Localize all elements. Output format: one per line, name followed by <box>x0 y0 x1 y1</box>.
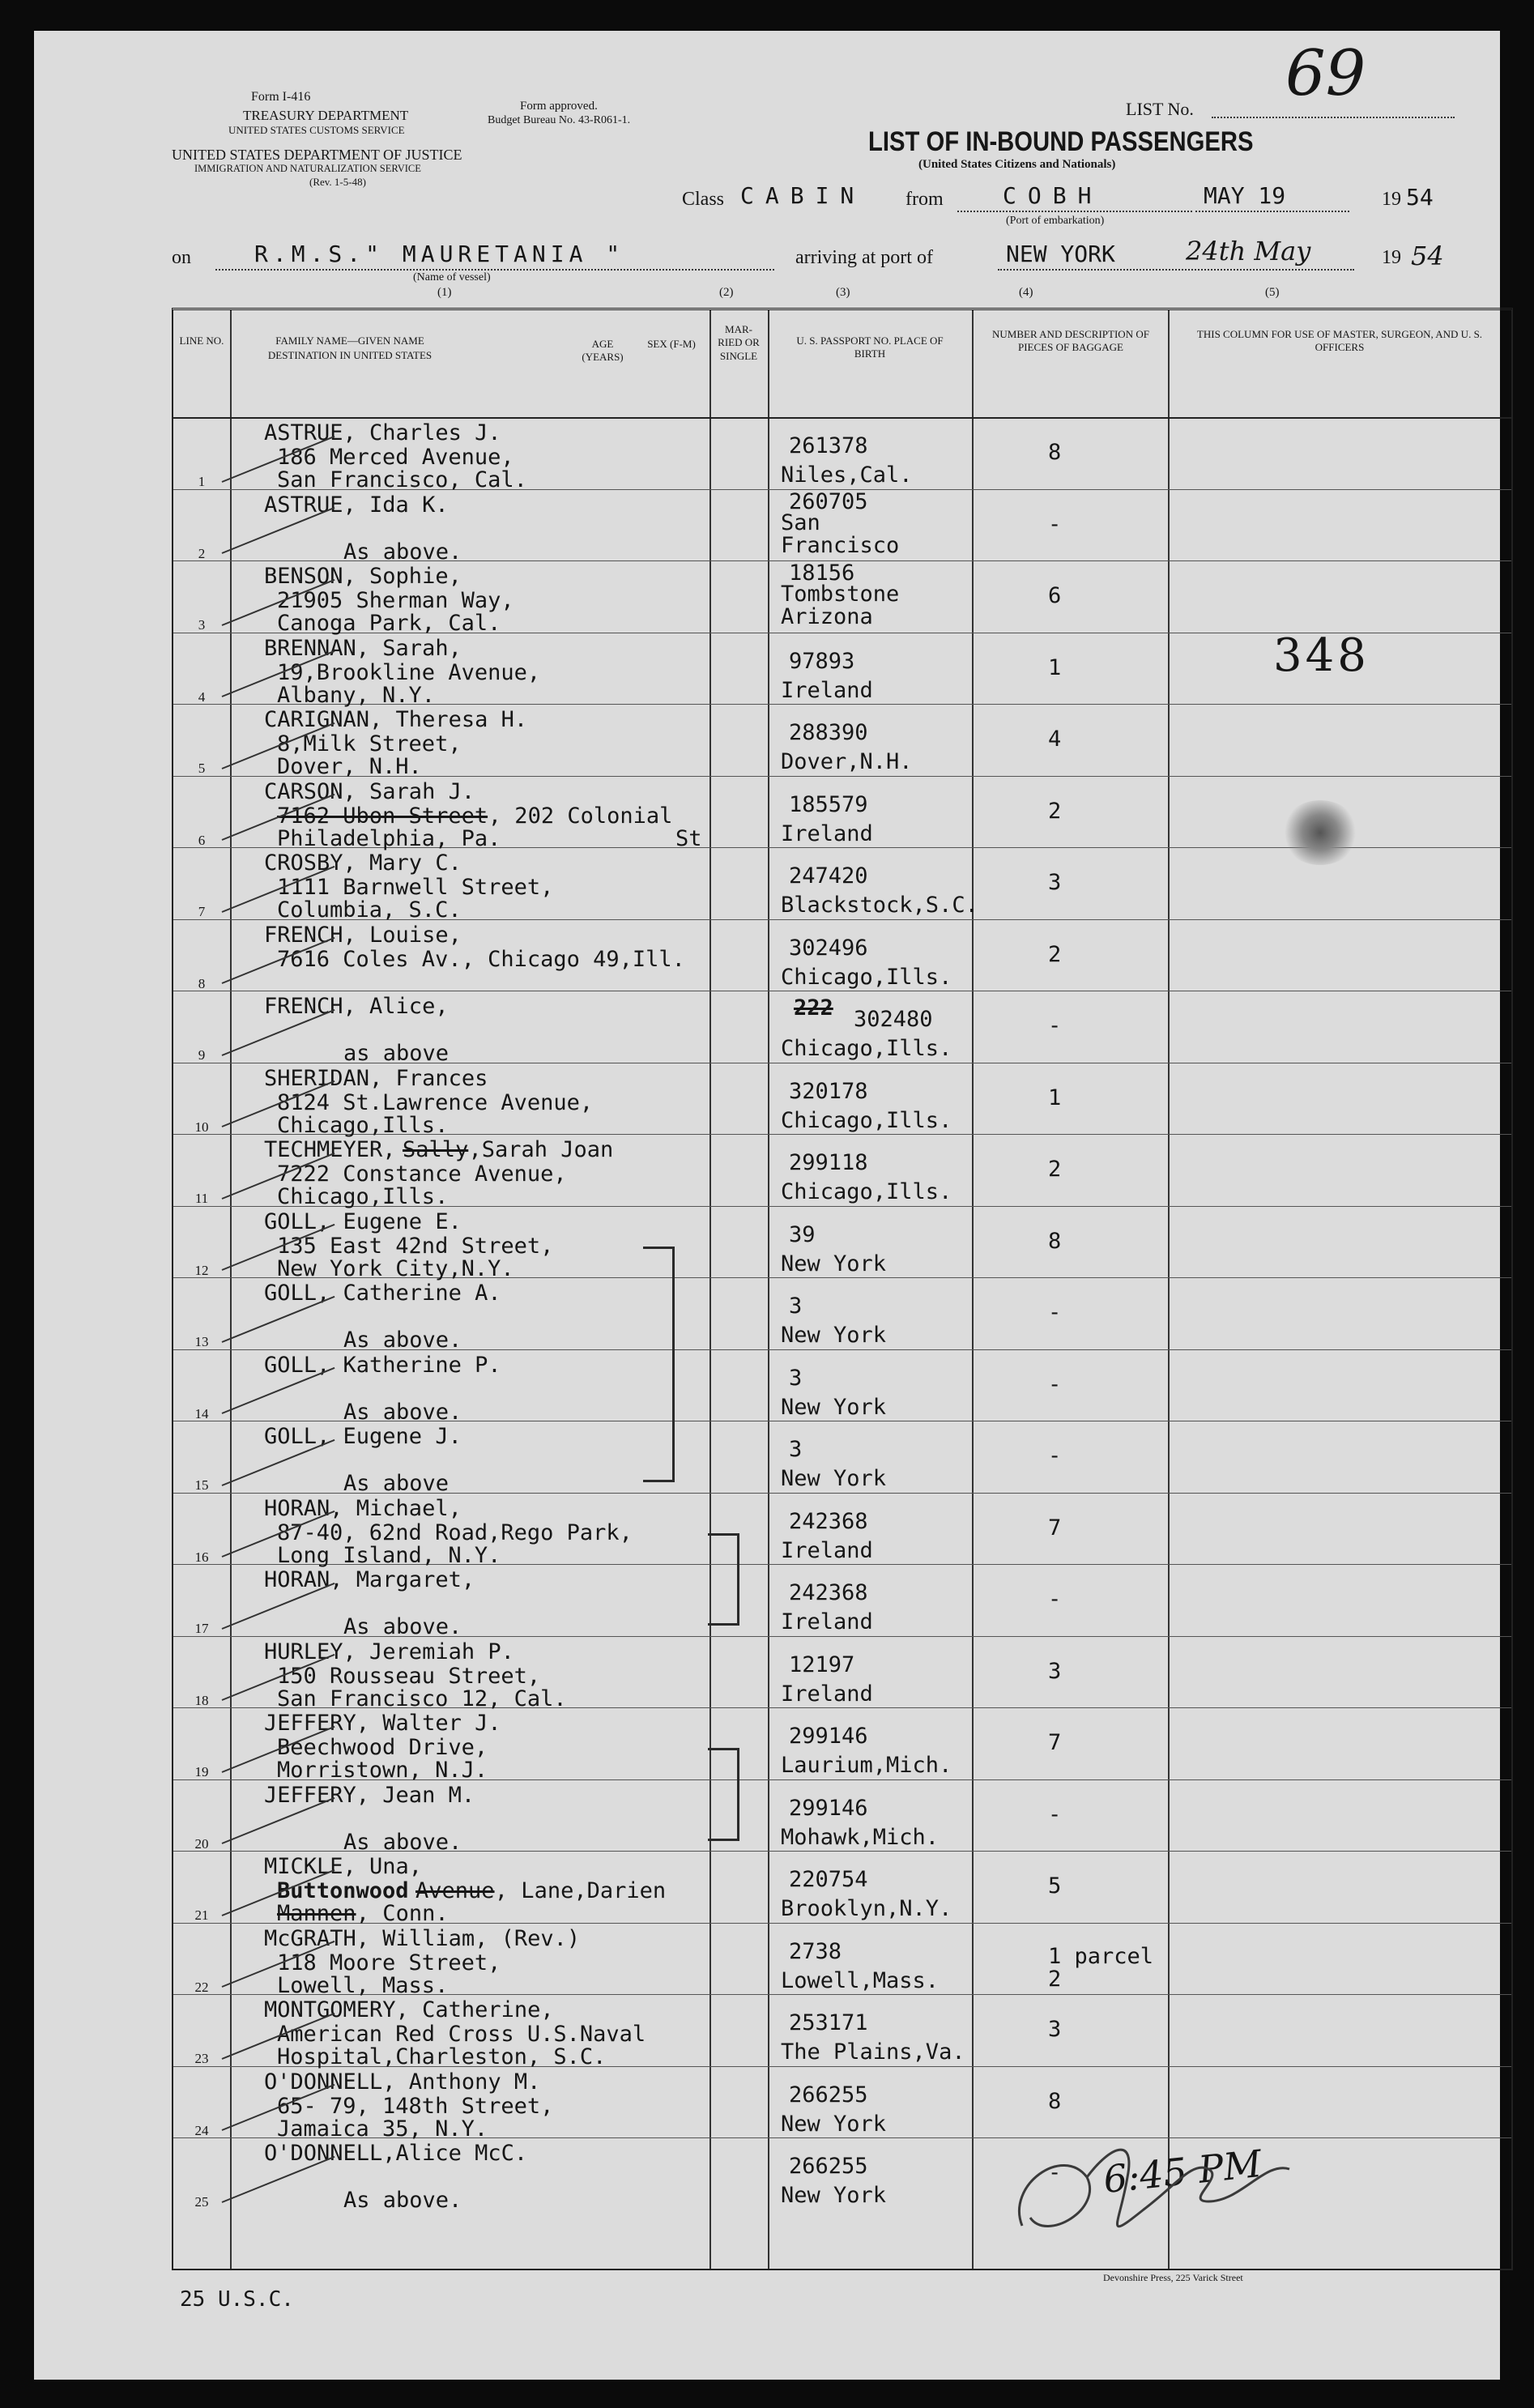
passport-number: 299146 <box>789 1724 868 1749</box>
baggage-count: 7 <box>1048 1730 1062 1755</box>
struck-text: 7162 Ubon Street <box>277 803 488 829</box>
header-family-name: FAMILY NAME—GIVEN NAME <box>275 335 424 347</box>
baggage-count: 4 <box>1048 727 1062 752</box>
year-prefix: 19 <box>1382 189 1401 210</box>
line-number: 12 <box>194 1262 209 1278</box>
baggage-count: - <box>1048 1587 1062 1612</box>
baggage-count: 8 <box>1048 1228 1062 1254</box>
passport-number: 320178 <box>789 1078 868 1104</box>
header-baggage: NUMBER AND DESCRIPTION OF PIECES OF BAGGAGE <box>992 328 1149 354</box>
line-number: 23 <box>194 2051 209 2066</box>
place-of-birth: Niles,Cal. <box>781 462 913 488</box>
address-line: Lowell, Mass. <box>277 1972 449 1998</box>
place-of-birth: Ireland <box>781 1609 873 1634</box>
passenger-name: TECHMEYER, <box>264 1137 396 1162</box>
line-number: 3 <box>198 617 206 633</box>
place-of-birth: Blackstock,S.C. <box>781 893 978 918</box>
passenger-name: O'DONNELL, Anthony M. <box>264 2069 541 2095</box>
struck-text: 222 <box>794 995 833 1021</box>
baggage-count: 1 <box>1048 1085 1062 1110</box>
header-line-no: LINE NO. <box>179 335 224 347</box>
struck-text: Sally <box>403 1137 469 1162</box>
col-num-5: (5) <box>1265 286 1280 299</box>
passenger-name: GOLL, Eugene E. <box>264 1208 462 1234</box>
footer-code: 25 U.S.C. <box>180 2287 294 2312</box>
table-row <box>173 560 1511 636</box>
line-number: 6 <box>198 832 206 848</box>
table-row <box>173 1206 1511 1281</box>
address-line: as above <box>343 1041 450 1066</box>
passenger-name: GOLL, Katherine P. <box>264 1352 501 1378</box>
table-row <box>173 919 1511 991</box>
passport-number: 302496 <box>789 935 868 961</box>
passenger-name: HURLEY, Jeremiah P. <box>264 1639 514 1664</box>
passenger-name: FRENCH, Alice, <box>264 994 449 1019</box>
address-line: Dover, N.H. <box>277 754 422 779</box>
baggage-count: - <box>1048 1371 1062 1397</box>
passport-number: 12197 <box>789 1652 855 1677</box>
baggage-count: - <box>1048 1013 1062 1038</box>
list-title: LIST OF IN-BOUND PASSENGERS <box>868 126 1254 157</box>
baggage-count: 1 parcel <box>1048 1943 1154 1969</box>
baggage-count: 5 <box>1048 1873 1062 1899</box>
place-of-birth: Mohawk,Mich. <box>781 1824 940 1850</box>
col-num-3: (3) <box>836 286 850 299</box>
address-line: Morristown, N.J. <box>277 1758 488 1783</box>
place-of-birth: Ireland <box>781 820 873 846</box>
place-of-birth: New York <box>781 1251 887 1276</box>
passenger-name: SHERIDAN, Frances <box>264 1065 488 1091</box>
passport-number: 97893 <box>789 648 855 674</box>
address-line: Columbia, S.C. <box>277 897 462 923</box>
passport-number: 299146 <box>789 1795 868 1821</box>
passport-number: 260705 <box>789 488 868 514</box>
passenger-name: O'DONNELL,Alice McC. <box>264 2141 528 2166</box>
baggage-count: 3 <box>1048 1658 1062 1684</box>
printer-credit: Devonshire Press, 225 Varick Street <box>1103 2272 1243 2283</box>
line-number: 10 <box>194 1119 209 1135</box>
line-number: 11 <box>194 1191 209 1206</box>
table-row <box>173 417 1511 492</box>
line-number: 4 <box>198 688 206 705</box>
address-line: , 202 Colonial <box>488 803 673 829</box>
customs-service: UNITED STATES CUSTOMS SERVICE <box>228 124 405 136</box>
table-row <box>173 1707 1511 1783</box>
passport-number: 302480 <box>854 1007 933 1032</box>
vessel-note: (Name of vessel) <box>413 271 491 283</box>
passport-number: 3 <box>789 1294 803 1319</box>
on-label: on <box>172 247 191 268</box>
class-value: CABIN <box>740 182 866 209</box>
address-line: 8,Milk Street, <box>277 731 462 756</box>
line-number: 21 <box>194 1907 209 1923</box>
list-no-label: LIST No. <box>1126 99 1194 119</box>
place-of-birth: Dover,N.H. <box>781 749 913 774</box>
place-of-birth: Brooklyn,N.Y. <box>781 1896 952 1921</box>
date-value: MAY 19 <box>1204 182 1286 209</box>
family-bracket <box>708 1748 739 1841</box>
passenger-name: MICKLE, Una, <box>264 1854 423 1879</box>
passenger-name: HORAN, Michael, <box>264 1495 462 1521</box>
table-row <box>173 1636 1511 1711</box>
passport-number: 261378 <box>789 433 868 458</box>
place-of-birth: Chicago,Ills. <box>781 964 952 990</box>
baggage-count: - <box>1048 511 1062 537</box>
address-line: 7222 Constance Avenue, <box>277 1161 567 1187</box>
address-line: 118 Moore Street, <box>277 1950 501 1975</box>
address-line: Beechwood Drive, <box>277 1735 488 1760</box>
table-row <box>173 1349 1511 1425</box>
officer-note: 6:45 PM <box>1101 2141 1264 2202</box>
line-number: 24 <box>194 2122 209 2138</box>
address-line: Long Island, N.Y. <box>277 1542 501 1568</box>
place-of-birth: Chicago,Ills. <box>781 1179 952 1204</box>
passport-number: 18156 <box>789 560 855 586</box>
passenger-table <box>172 308 1513 2270</box>
from-label: from <box>905 189 944 210</box>
address-line: 186 Merced Avenue, <box>277 445 514 470</box>
officer-initials <box>998 2088 1338 2266</box>
line-number: 13 <box>194 1334 209 1349</box>
address-line: 135 East 42nd Street, <box>277 1233 554 1259</box>
address-line: San Francisco 12, Cal. <box>277 1686 567 1711</box>
header-officers: THIS COLUMN FOR USE OF MASTER, SURGEON, AND U. S. OFFICERS <box>1196 328 1483 354</box>
place-of-birth: Arizona <box>781 604 873 629</box>
table-row <box>173 1063 1511 1138</box>
table-header <box>173 310 1511 419</box>
header-sex: SEX (F-M) <box>647 338 696 350</box>
place-of-birth: San <box>781 509 820 535</box>
table-row <box>173 1851 1511 1926</box>
address-line: Canoga Park, Cal. <box>277 611 501 636</box>
address-line: 65- 79, 148th Street, <box>277 2093 554 2119</box>
address-line: Chicago,Ills. <box>277 1184 449 1209</box>
baggage-count: 2 <box>1048 1966 1062 1992</box>
passport-number: 299118 <box>789 1150 868 1175</box>
family-bracket <box>708 1533 739 1626</box>
passport-number: 266255 <box>789 2082 868 2108</box>
line-number: 16 <box>194 1549 209 1565</box>
struck-text: Mannen <box>277 1901 356 1926</box>
arriving-label: arriving at port of <box>795 247 933 268</box>
line-number: 19 <box>194 1764 209 1779</box>
address-line: 87-40, 62nd Road,Rego Park, <box>277 1519 633 1545</box>
line-number: 8 <box>198 975 206 991</box>
passport-number: 247420 <box>789 863 868 889</box>
address-line: Hospital,Charleston, S.C. <box>277 2044 607 2069</box>
vessel-value: R.M.S." MAURETANIA " <box>254 241 625 267</box>
passenger-name: ,Sarah Joan <box>468 1137 614 1162</box>
place-of-birth: Lowell,Mass. <box>781 1967 940 1993</box>
table-row <box>173 1923 1511 1998</box>
place-of-birth: New York <box>781 1394 887 1420</box>
ins: IMMIGRATION AND NATURALIZATION SERVICE <box>194 163 421 174</box>
baggage-count: 2 <box>1048 1157 1062 1182</box>
line-number: 25 <box>194 2194 209 2210</box>
passenger-name: FRENCH, Louise, <box>264 922 462 948</box>
table-row <box>173 1493 1511 1568</box>
passenger-name: BENSON, Sophie, <box>264 564 462 589</box>
from-value: COBH <box>1003 182 1103 209</box>
place-of-birth: Francisco <box>781 532 900 558</box>
address-line: As above. <box>343 539 462 565</box>
passenger-name: JEFFERY, Walter J. <box>264 1711 501 1736</box>
address-line: 19,Brookline Avenue, <box>277 659 541 685</box>
list-no-value: 69 <box>1285 37 1366 110</box>
passport-number: 3 <box>789 1437 803 1462</box>
passenger-name: JEFFERY, Jean M. <box>264 1782 475 1808</box>
header-married: MAR-RIED OR SINGLE <box>718 323 760 362</box>
passport-number: 3 <box>789 1365 803 1391</box>
ink-blot <box>1281 800 1359 865</box>
passenger-name: CARSON, Sarah J. <box>264 778 475 804</box>
passenger-name: ASTRUE, Ida K. <box>264 492 449 518</box>
passenger-name: McGRATH, William, (Rev.) <box>264 1925 581 1951</box>
year-value: 54 <box>1406 184 1434 211</box>
address-line: 1111 Barnwell Street, <box>277 875 554 900</box>
address-line: 8124 St.Lawrence Avenue, <box>277 1089 594 1115</box>
form-approved: Form approved. <box>520 100 598 113</box>
address-line: 7616 Coles Av., Chicago 49,Ill. <box>277 946 685 972</box>
passenger-name: GOLL, Catherine A. <box>264 1281 501 1306</box>
table-row <box>173 704 1511 779</box>
col-num-4: (4) <box>1019 286 1033 299</box>
line-number: 17 <box>194 1621 209 1636</box>
passport-number: 2738 <box>789 1938 842 1964</box>
budget-bureau: Budget Bureau No. 43-R061-1. <box>488 114 631 126</box>
place-of-birth: New York <box>781 1466 887 1491</box>
address-line: Chicago,Ills. <box>277 1112 449 1138</box>
line-number: 7 <box>198 904 206 919</box>
place-of-birth: Ireland <box>781 1681 873 1707</box>
justice-dept: UNITED STATES DEPARTMENT OF JUSTICE <box>172 147 462 163</box>
address-line: San Francisco, Cal. <box>277 467 527 492</box>
line-number: 2 <box>198 545 206 561</box>
baggage-count: 2 <box>1048 941 1062 967</box>
place-of-birth: Laurium,Mich. <box>781 1753 952 1778</box>
baggage-count: - <box>1048 2160 1062 2185</box>
table-row <box>173 1421 1511 1496</box>
margin-number: 348 <box>1273 629 1370 682</box>
table-row <box>173 1134 1511 1209</box>
table-row <box>173 1994 1511 2069</box>
address-line: , Lane,Darien <box>494 1878 667 1903</box>
passport-number: 242368 <box>789 1580 868 1605</box>
line-number: 9 <box>198 1047 206 1063</box>
baggage-count: - <box>1048 1443 1062 1468</box>
line-number: 5 <box>198 761 206 776</box>
col-num-2: (2) <box>719 286 734 299</box>
address-line: American Red Cross U.S.Naval <box>277 2022 646 2047</box>
table-row <box>173 1277 1511 1353</box>
table-row <box>173 1779 1511 1855</box>
place-of-birth: The Plains,Va. <box>781 2039 965 2065</box>
passenger-name: MONTGOMERY, Catherine, <box>264 1997 554 2022</box>
table-row <box>173 991 1511 1066</box>
arrival-year: 54 <box>1411 241 1444 271</box>
place-of-birth: New York <box>781 1323 887 1348</box>
treasury-dept: TREASURY DEPARTMENT <box>243 108 409 123</box>
baggage-count: - <box>1048 1801 1062 1827</box>
passenger-name: ASTRUE, Charles J. <box>264 420 501 445</box>
class-label: Class <box>682 189 725 210</box>
line-number: 15 <box>194 1477 209 1493</box>
revision: (Rev. 1-5-48) <box>309 176 366 188</box>
arrival-year-prefix: 19 <box>1382 247 1401 268</box>
family-bracket <box>643 1247 675 1483</box>
address-line: Albany, N.Y. <box>277 682 436 708</box>
passport-number: 242368 <box>789 1508 868 1534</box>
place-of-birth: Tombstone <box>781 582 900 607</box>
passenger-name: CARIGNAN, Theresa H. <box>264 707 528 732</box>
baggage-count: 3 <box>1048 870 1062 895</box>
form-number: Form I-416 <box>251 90 311 104</box>
place-of-birth: Chicago,Ills. <box>781 1107 952 1133</box>
address-line: As above <box>343 1471 450 1496</box>
passport-number: 220754 <box>789 1867 868 1892</box>
header-age: AGE (YEARS) <box>582 338 624 364</box>
address-line: , Conn. <box>356 1901 449 1926</box>
passport-number: 185579 <box>789 791 868 817</box>
place-of-birth: Ireland <box>781 1537 873 1563</box>
line-number: 20 <box>194 1835 209 1852</box>
address-line: As above. <box>343 1399 462 1425</box>
passenger-name: GOLL, Eugene J. <box>264 1424 462 1449</box>
address-line: New York City,N.Y. <box>277 1255 514 1281</box>
address-line: St <box>675 825 702 851</box>
address-line: Jamaica 35, N.Y. <box>277 2116 488 2142</box>
place-of-birth: New York <box>781 2111 887 2137</box>
line-number: 1 <box>198 474 206 489</box>
table-row <box>173 488 1511 565</box>
baggage-count: 3 <box>1048 2017 1062 2042</box>
address-line: As above. <box>343 1328 462 1353</box>
col-num-1: (1) <box>437 286 452 299</box>
place-of-birth: Chicago,Ills. <box>781 1036 952 1061</box>
port-value: NEW YORK <box>1006 241 1115 267</box>
address-line: As above. <box>343 1829 462 1855</box>
line-number: 22 <box>194 1979 209 1995</box>
address-line: 150 Rousseau Street, <box>277 1663 541 1689</box>
address-line: As above. <box>343 2188 462 2213</box>
passport-number: 266255 <box>789 2154 868 2179</box>
passport-number: 39 <box>789 1221 816 1247</box>
line-number: 14 <box>194 1405 209 1421</box>
address-line: 21905 Sherman Way, <box>277 588 514 613</box>
header-destination: DESTINATION IN UNITED STATES <box>267 349 433 361</box>
address-line: As above. <box>343 1614 462 1639</box>
baggage-count: 7 <box>1048 1515 1062 1541</box>
passport-number: 253171 <box>789 2010 868 2035</box>
baggage-count: 2 <box>1048 798 1062 824</box>
baggage-count: 6 <box>1048 583 1062 608</box>
header-passport: U. S. PASSPORT NO. PLACE OF BIRTH <box>796 335 944 360</box>
list-subtitle: (United States Citizens and Nationals) <box>918 158 1116 171</box>
baggage-count: 8 <box>1048 2088 1062 2114</box>
passenger-name: HORAN, Margaret, <box>264 1567 475 1592</box>
place-of-birth: Ireland <box>781 677 873 703</box>
passenger-name: BRENNAN, Sarah, <box>264 635 462 661</box>
passenger-name: CROSBY, Mary C. <box>264 850 462 876</box>
baggage-count: 8 <box>1048 440 1062 465</box>
line-number: 18 <box>194 1692 209 1708</box>
address-line: Philadelphia, Pa. <box>277 825 501 851</box>
arrival-date: 24th May <box>1186 236 1311 266</box>
port-embark-note: (Port of embarkation) <box>1006 215 1105 227</box>
baggage-count: 1 <box>1048 654 1062 680</box>
table-row <box>173 1564 1511 1639</box>
baggage-count: - <box>1048 1300 1062 1325</box>
place-of-birth: New York <box>781 2183 887 2208</box>
address-line: Buttonwood <box>277 1878 409 1903</box>
passport-number: 288390 <box>789 720 868 745</box>
struck-text: Avenue <box>415 1878 495 1903</box>
manifest-sheet <box>34 31 1500 2380</box>
